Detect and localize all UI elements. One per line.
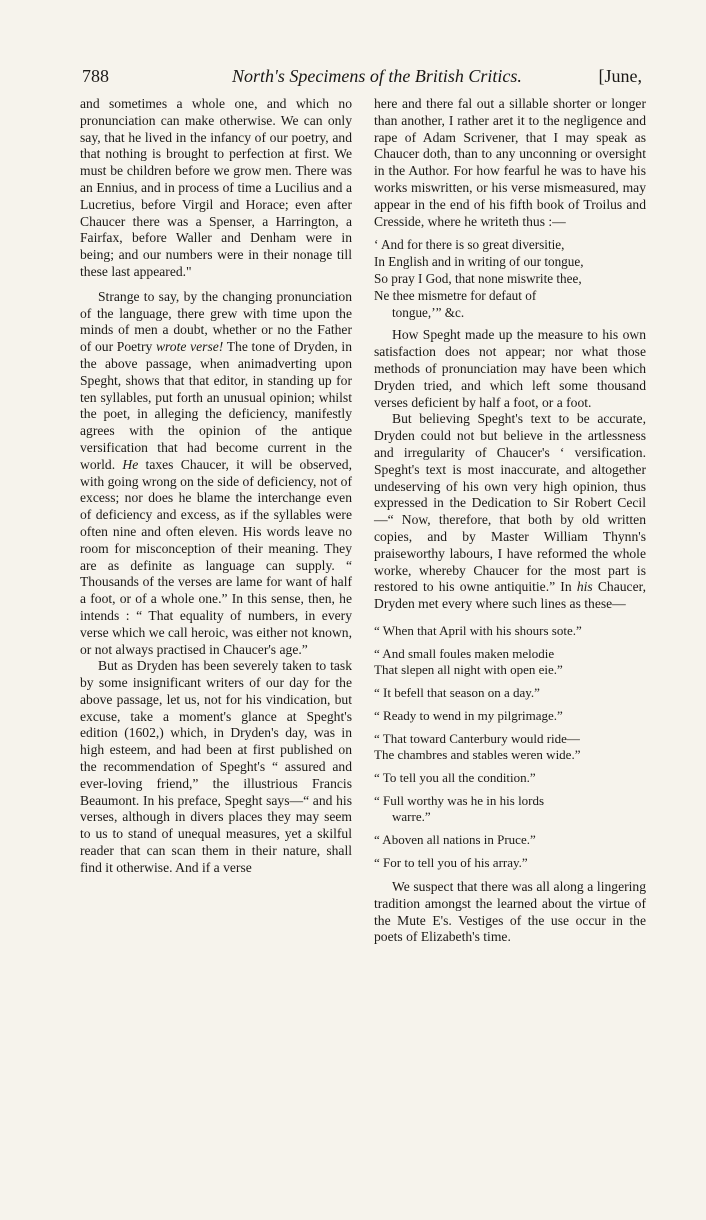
verse-line: In English and in writing of our tongue, <box>374 254 584 270</box>
quote-line: “ For to tell you of his array.” <box>374 854 528 870</box>
right-paragraph-2: How Speght made up the measure to his own satisfaction does not appear; nor what those methods of pronunciation may have been which Dryden tried, and which left some thousand verses deficient by half a foot, or a foot. <box>374 327 646 410</box>
right-paragraph-1: here and there fal out a sillable shorter or longer than another, I rather aret it to the negligence and rape of Adam Scrivener, that I may speak as Chaucer doth, than to any unconning or oversight in the Author. For how fearful he was to have his works miswritten, or his verse mismeasured, may appear in the end of his fifth book of Troilus and Cresside, where he writeth thus :— <box>374 96 646 229</box>
text-run: Strange to say, by the changing pronunciation of the language, there grew with time upon the minds of men a doubt, whether or no the Father of our Poetry <box>80 288 352 355</box>
quote-line: That slepen all night with open eie.” <box>374 661 563 677</box>
emphasis: his <box>576 579 593 595</box>
running-title: North's Specimens of the British Critics. <box>232 66 522 86</box>
quote-line: The chambres and stables weren wide.” <box>374 746 581 762</box>
emphasis: wrote verse! <box>155 339 224 355</box>
verse-line: So pray I God, that none miswrite thee, <box>374 271 582 287</box>
text-run: But believing Speght's text to be accurate, Dryden could not but believe in the artlessness and irregularity of Chaucer's ‘ versification. Speght's text is most inaccurate, and altogether undeserving of his own very high opinion, thus expressed in the Dedication to Sir Robert Cecil —“ Now, therefore, that both by old written copies, and by Master William Thynn's praiseworthy labours, I have reformed the whole worke, whereby Chaucer for the most part is restored to his owne antiquitie.” In <box>374 411 646 595</box>
quote-line: “ Ready to wend in my pilgrimage.” <box>374 707 563 723</box>
verse-line: Ne thee mismetre for defaut of <box>374 288 537 304</box>
quote-line: “ It befell that season on a day.” <box>374 684 540 700</box>
text-run: taxes Chaucer, it will be observed, with going wrong on the side of deficiency, not of excess; nor does he blame the interchange even of deficiency and excess, as if the syllables were often nine and often eleven. His words leave no room for misconception of their meaning. They are as definite as language can supply. “ Thousands of the verses are lame for want of half a foot, or of a whole one.” In this sense, then, he intends : “ That equality of numbers, in every verse which we call heroic, was either not known, or not always practised in Chaucer's age.” <box>80 456 353 657</box>
left-paragraph-2 <box>80 289 352 659</box>
quote-line: warre.” <box>392 808 431 824</box>
left-paragraph-3: But as Dryden has been severely taken to task by some insignificant writers of our day for the above passage, let us, not for his vindication, but excuse, take a moment's glance at Speght's edition (1602,) which, in Dryden's day, was in high esteem, and had been at first published on the recommendation of Speght's “ assured and ever-loving friend,” the illustrious Francis Beaumont. In his preface, Speght says—“ and his verses, although in divers places they may seem to us to stand of unequal measures, yet a skilful reader that can scan them in their nature, shall find it otherwise. And if a verse <box>80 658 352 875</box>
quote-line: “ That toward Canterbury would ride— <box>374 730 580 746</box>
text-run: The tone of Dryden, in the above passage, when animadverting upon Speght, shows that that editor, in standing up for ten syllables, put forth an unusual opinion; whilst the poet, in alleging the deficiency, manifestly agrees with the opinion of the antique versification that had become current in the world. <box>80 339 352 472</box>
text-run: Chaucer, Dryden met every where such lines as these— <box>374 579 647 612</box>
verse-line: tongue,’” &c. <box>392 305 465 321</box>
quote-line: “ To tell you all the condition.” <box>374 769 536 785</box>
left-column <box>80 96 352 877</box>
left-paragraph-1: and sometimes a whole one, and which no pronunciation can make otherwise. We can only say, that he lived in the infancy of our poetry, and that nothing is brought to perfection at first. We must be children before we grow men. There was an Ennius, and in process of time a Lucilius and a Lucretius, before Virgil and Horace; even after Chaucer there was a Spenser, a Harrington, a Fairfax, before Waller and Denham were in being; and our numbers were in their nonage till these last appeared." <box>80 96 352 279</box>
verse-line: ‘ And for there is so great diversitie, <box>374 237 565 253</box>
running-header <box>82 62 642 92</box>
chaucer-quotations <box>374 623 646 871</box>
emphasis: He <box>122 456 139 472</box>
right-paragraph-4: We suspect that there was all along a lingering tradition amongst the learned about the virtue of the Mute E's. Vestiges of the use occur in the poets of Elizabeth's time. <box>374 878 646 945</box>
page-number: 788 <box>82 66 109 86</box>
quote-line: “ Aboven all nations in Pruce.” <box>374 831 536 847</box>
right-paragraph-3 <box>374 411 646 613</box>
quote-line: “ Full worthy was he in his lords <box>374 792 545 808</box>
quote-line: “ When that April with his shours sote.” <box>374 622 582 638</box>
header-month: [June, <box>598 66 642 86</box>
quote-line: “ And small foules maken melodie <box>374 645 555 661</box>
verse-quotation <box>374 236 646 321</box>
right-column <box>374 96 646 946</box>
